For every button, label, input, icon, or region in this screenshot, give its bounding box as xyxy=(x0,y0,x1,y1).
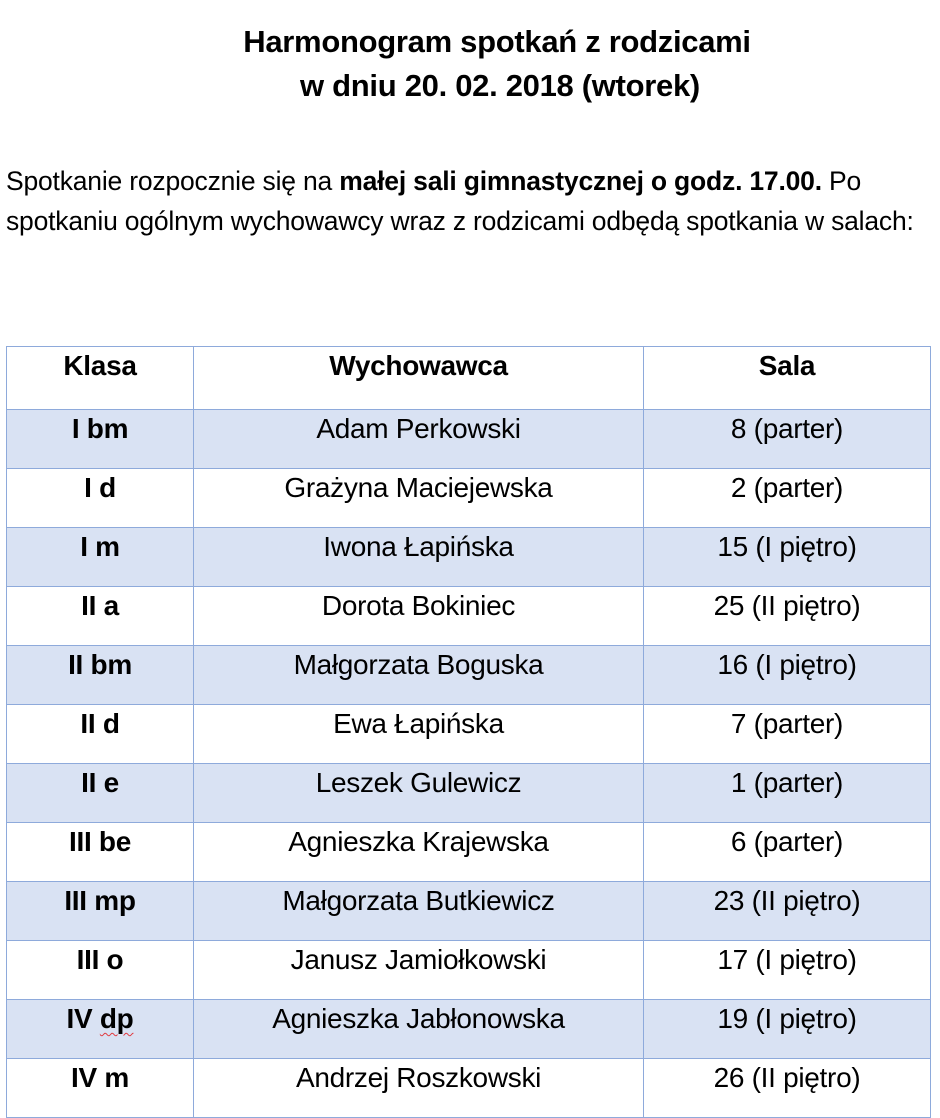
cell-klasa: I d xyxy=(7,469,194,528)
table-row xyxy=(7,882,931,941)
cell-sala: 6 (parter) xyxy=(644,823,931,882)
cell-wychowawca: Grażyna Maciejewska xyxy=(194,469,644,528)
cell-sala: 16 (I piętro) xyxy=(644,646,931,705)
cell-wychowawca: Iwona Łapińska xyxy=(194,528,644,587)
header-wychowawca: Wychowawca xyxy=(194,347,644,410)
cell-wychowawca: Agnieszka Jabłonowska xyxy=(194,1000,644,1059)
cell-wychowawca: Andrzej Roszkowski xyxy=(194,1059,644,1118)
table-row xyxy=(7,528,931,587)
cell-klasa: II bm xyxy=(7,646,194,705)
cell-sala: 1 (parter) xyxy=(644,764,931,823)
table-row xyxy=(7,587,931,646)
intro-location-time: małej sali gimnastycznej o godz. 17.00. xyxy=(339,166,822,196)
cell-sala: 23 (II piętro) xyxy=(644,882,931,941)
cell-wychowawca: Adam Perkowski xyxy=(194,410,644,469)
table-row xyxy=(7,705,931,764)
cell-wychowawca: Małgorzata Boguska xyxy=(194,646,644,705)
header-klasa: Klasa xyxy=(7,347,194,410)
cell-wychowawca: Leszek Gulewicz xyxy=(194,764,644,823)
header-sala: Sala xyxy=(644,347,931,410)
table-header-row xyxy=(7,347,931,410)
cell-wychowawca: Janusz Jamiołkowski xyxy=(194,941,644,1000)
intro-paragraph xyxy=(6,161,926,241)
cell-klasa: I m xyxy=(7,528,194,587)
schedule-table xyxy=(6,346,931,1118)
table-row xyxy=(7,646,931,705)
table-row xyxy=(7,469,931,528)
title-line-1: Harmonogram spotkań z rodzicami xyxy=(243,24,751,59)
cell-wychowawca: Ewa Łapińska xyxy=(194,705,644,764)
table-row xyxy=(7,823,931,882)
cell-sala: 26 (II piętro) xyxy=(644,1059,931,1118)
cell-sala: 17 (I piętro) xyxy=(644,941,931,1000)
cell-sala: 15 (I piętro) xyxy=(644,528,931,587)
table-row xyxy=(7,1000,931,1059)
cell-klasa: III o xyxy=(7,941,194,1000)
title-line-2: w dniu 20. 02. 2018 (wtorek) xyxy=(300,68,700,103)
table-row xyxy=(7,941,931,1000)
table-row xyxy=(7,764,931,823)
klasa-prefix: IV xyxy=(66,1003,100,1034)
cell-klasa: II d xyxy=(7,705,194,764)
cell-sala: 8 (parter) xyxy=(644,410,931,469)
table-row xyxy=(7,410,931,469)
page-title xyxy=(0,20,940,108)
intro-text-end: Po spotkaniu ogólnym wychowawcy wraz z rodzicami odbędą spotkania w salach: xyxy=(6,166,914,236)
cell-sala: 25 (II piętro) xyxy=(644,587,931,646)
cell-klasa: IV m xyxy=(7,1059,194,1118)
cell-klasa: II a xyxy=(7,587,194,646)
cell-klasa xyxy=(7,1000,194,1059)
cell-klasa: II e xyxy=(7,764,194,823)
cell-wychowawca: Dorota Bokiniec xyxy=(194,587,644,646)
cell-wychowawca: Małgorzata Butkiewicz xyxy=(194,882,644,941)
cell-sala: 19 (I piętro) xyxy=(644,1000,931,1059)
cell-klasa: III be xyxy=(7,823,194,882)
intro-text-start: Spotkanie rozpocznie się na xyxy=(6,166,340,196)
cell-klasa: I bm xyxy=(7,410,194,469)
cell-sala: 2 (parter) xyxy=(644,469,931,528)
table-row xyxy=(7,1059,931,1118)
cell-klasa: III mp xyxy=(7,882,194,941)
cell-sala: 7 (parter) xyxy=(644,705,931,764)
klasa-spellcheck-flagged: dp xyxy=(99,1003,134,1034)
cell-wychowawca: Agnieszka Krajewska xyxy=(194,823,644,882)
